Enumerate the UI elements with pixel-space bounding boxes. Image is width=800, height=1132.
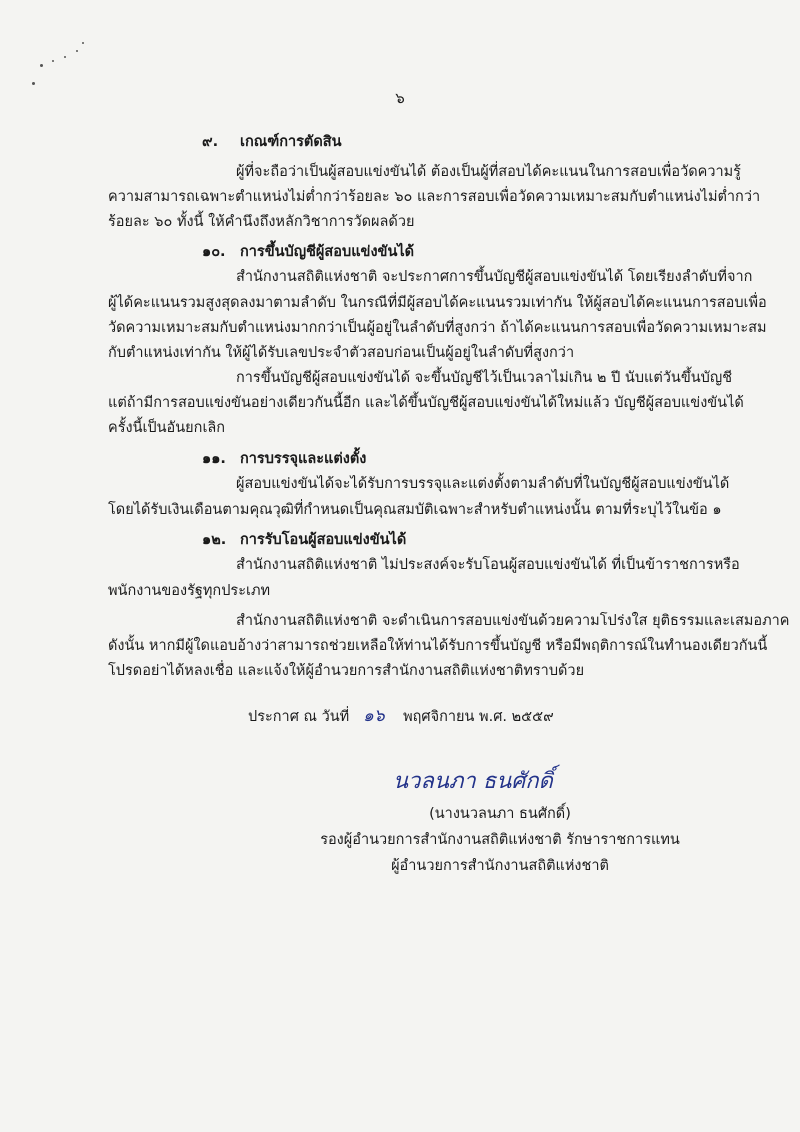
section-10-line: สำนักงานสถิติแห่งชาติ จะประกาศการขึ้นบัญชีผู้สอบแข่งขันได้ โดยเรียงลำดับที่จาก bbox=[236, 269, 753, 285]
section-10-line: การขึ้นบัญชีผู้สอบแข่งขันได้ จะขึ้นบัญชีไว้เป็นเวลาไม่เกิน ๒ ปี นับแต่วันขึ้นบัญชี bbox=[236, 370, 733, 386]
signatory-name: (นางนวลนภา ธนศักดิ์) bbox=[429, 806, 571, 822]
section-9-number: ๙. bbox=[202, 134, 219, 150]
section-11-number: ๑๑. bbox=[202, 451, 226, 467]
section-12-line: พนักงานของรัฐทุกประเภท bbox=[108, 583, 271, 599]
section-12-title: การรับโอนผู้สอบแข่งขันได้ bbox=[240, 532, 407, 548]
section-10-line: แต่ถ้ามีการสอบแข่งขันอย่างเดียวกันนี้อีก และได้ขึ้นบัญชีผู้สอบแข่งขันได้ใหม่แล้ว บัญชีผู้สอบแข่งขันได้ bbox=[108, 395, 744, 411]
section-9-heading bbox=[202, 132, 342, 152]
announcement-month-year: พฤศจิกายน พ.ศ. ๒๕๕๙ bbox=[403, 709, 554, 725]
announcement-date bbox=[248, 706, 554, 727]
section-9-line: ผู้ที่จะถือว่าเป็นผู้สอบแข่งขันได้ ต้องเป็นผู้ที่สอบได้คะแนนในการสอบเพื่อวัดความรู้ bbox=[236, 164, 741, 180]
section-12-line: สำนักงานสถิติแห่งชาติ ไม่ประสงค์จะรับโอนผู้สอบแข่งขันได้ ที่เป็นข้าราชการหรือ bbox=[236, 557, 740, 573]
section-10-number: ๑๐. bbox=[202, 244, 226, 260]
section-12-heading bbox=[202, 530, 406, 550]
section-10-line: กับตำแหน่งเท่ากัน ให้ผู้ได้รับเลขประจำตัวสอบก่อนเป็นผู้อยู่ในลำดับที่สูงกว่า bbox=[108, 345, 575, 361]
section-12-number: ๑๒. bbox=[202, 532, 227, 548]
announcement-prefix: ประกาศ ณ วันที่ bbox=[248, 709, 350, 725]
signatory-title-2: ผู้อำนวยการสำนักงานสถิติแห่งชาติ bbox=[391, 858, 609, 874]
section-9-title: เกณฑ์การตัดสิน bbox=[240, 134, 342, 150]
section-11-title: การบรรจุและแต่งตั้ง bbox=[240, 451, 367, 467]
page-number: ๖ bbox=[395, 89, 405, 107]
section-9-line: ร้อยละ ๖๐ ทั้งนี้ ให้คำนึงถึงหลักวิชาการวัดผลด้วย bbox=[108, 214, 415, 230]
closing-line: สำนักงานสถิติแห่งชาติ จะดำเนินการสอบแข่งขันด้วยความโปร่งใส ยุติธรรมและเสมอภาค bbox=[236, 613, 790, 629]
section-10-heading bbox=[202, 242, 414, 262]
section-10-title: การขึ้นบัญชีผู้สอบแข่งขันได้ bbox=[240, 244, 415, 260]
announcement-day: ๑๖ bbox=[363, 706, 385, 726]
handwritten-signature: นวลนภา ธนศักดิ์ bbox=[393, 769, 553, 794]
section-10-line: วัดความเหมาะสมกับตำแหน่งมากกว่าเป็นผู้อยู่ในลำดับที่สูงกว่า ถ้าได้คะแนนการสอบเพื่อวัดความเหมาะสม bbox=[108, 320, 767, 336]
section-10-line: ผู้ได้คะแนนรวมสูงสุดลงมาตามลำดับ ในกรณีที่มีผู้สอบได้คะแนนรวมเท่ากัน ให้ผู้สอบได้คะแนนการสอบเพื่อ bbox=[108, 295, 767, 311]
section-11-line: โดยได้รับเงินเดือนตามคุณวุฒิที่กำหนดเป็นคุณสมบัติเฉพาะสำหรับตำแหน่งนั้น ตามที่ระบุไว้ในข้อ ๑ bbox=[108, 502, 722, 518]
closing-line: ดังนั้น หากมีผู้ใดแอบอ้างว่าสามารถช่วยเหลือให้ท่านได้รับการขึ้นบัญชี หรือมีพฤติการณ์ในทำนองเดียวกันนี้ bbox=[108, 638, 768, 654]
section-11-line: ผู้สอบแข่งขันได้จะได้รับการบรรจุและแต่งตั้งตามลำดับที่ในบัญชีผู้สอบแข่งขันได้ bbox=[236, 476, 730, 492]
closing-line: โปรดอย่าได้หลงเชื่อ และแจ้งให้ผู้อำนวยการสำนักงานสถิติแห่งชาติทราบด้วย bbox=[108, 663, 585, 679]
signatory-title-1: รองผู้อำนวยการสำนักงานสถิติแห่งชาติ รักษาราชการแทน bbox=[320, 832, 680, 848]
section-9-line: ความสามารถเฉพาะตำแหน่งไม่ต่ำกว่าร้อยละ ๖๐ และการสอบเพื่อวัดความเหมาะสมกับตำแหน่งไม่ต่ำกว่า bbox=[108, 189, 761, 205]
section-11-heading bbox=[202, 449, 366, 469]
section-10-line: ครั้งนี้เป็นอันยกเลิก bbox=[108, 420, 226, 436]
